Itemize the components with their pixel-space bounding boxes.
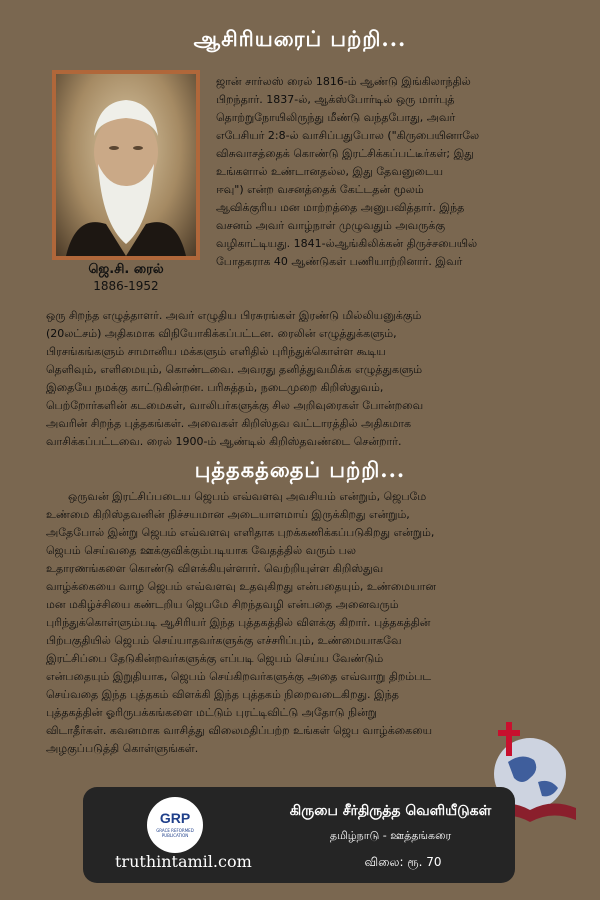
bio-line: போதகராக 40 ஆண்டுகள் பணியாற்றினார். இவர் xyxy=(216,255,463,268)
book-line: புரிந்துக்கொள்ளும்படி ஆசிரியர் இந்த புத்தகத்தில் விளக்கு கிறார். புத்தகத்தின் xyxy=(46,616,431,629)
bio-line: பிரசங்கங்களும் சாமானிய மக்களும் எளிதில் புரிந்துக்கொள்ள கூடிய xyxy=(46,345,386,358)
bio-line: வழிகாட்டியது. 1841-ல்ஆங்கிலிக்கன் திருச்சபையில் xyxy=(216,237,478,250)
bio-line: தெளிவும், எளிமையும், கொண்டவை. அவரது தனித்துவமிக்க எழுத்துகளும் xyxy=(46,363,423,376)
bio-line: உங்களால் உண்டானதல்ல, இது தேவனுடைய xyxy=(216,165,444,178)
price-label: விலை: ரூ. 70 xyxy=(364,855,442,869)
bio-line: வாசிக்கப்பட்டவை. ரைல் 1900-ம் ஆண்டில் கிறிஸ்தவண்டை சென்றார். xyxy=(46,435,402,448)
bio-line: பெற்றோர்களின் கடமைகள், வாலிபர்களுக்கு சில அறிவுரைகள் போன்றவை xyxy=(46,399,424,412)
grp-logo-icon xyxy=(147,797,203,853)
bio-line: விசுவாசத்தைக் கொண்டு இரட்சிக்கப்பட்டீர்கள்; இது xyxy=(216,147,474,160)
book-line: என்பதையும் இறுதியாக, ஜெபம் செய்கிறவர்களுக்கு அதை எவ்வாறு திறம்பட xyxy=(46,670,432,683)
bio-line: (20லட்சம்) அதிகமாக விநியோகிக்கப்பட்டன. ரைலின் எழுத்துக்களும், xyxy=(46,327,397,340)
publisher-footer xyxy=(83,787,515,883)
author-portrait-drawing xyxy=(56,74,196,256)
book-line: இரட்சிப்பை தேடுகின்றவர்களுக்கு எப்படி ஜெபம் செய்ய வேண்டும் xyxy=(46,652,384,665)
bio-line: தொற்றுநோயிலிருந்து மீண்டு வந்தபோது, அவர் xyxy=(216,111,456,124)
bio-line: ஈவு") என்ற வசனத்தைக் கேட்டதன் மூலம் xyxy=(216,183,424,196)
author-heading: ஆசிரியரைப் பற்றி... xyxy=(193,26,407,51)
bio-line: அவரின் சிறந்த புத்தகங்கள். அவைகள் கிறிஸ்தவ வட்டாரத்தில் அதிகமாக xyxy=(46,417,412,430)
author-bio-full-width xyxy=(46,307,556,451)
book-line: மன மகிழ்ச்சியை கண்டறிய ஜெபமே சிறந்தவழி என்பதை அனைவரும் xyxy=(46,598,399,611)
author-caption-name: ஜெ.சி. ரைல் xyxy=(88,262,164,277)
book-line: அதேபோல் இன்று ஜெபம் எவ்வளவு எளிதாக புறக்கணிக்கப்படுகிறது என்றும், xyxy=(46,526,435,539)
publisher-name: கிருபை சீர்திருத்த வெளியீடுகள் xyxy=(289,803,492,819)
book-line: ஜெபம் செய்வதை ஊக்குவிக்கும்படியாக வேதத்தில் வரும் பல xyxy=(46,544,357,557)
publisher-place: தமிழ்நாடு - ஊத்தங்கரை xyxy=(329,829,452,842)
logo-subtitle: GRACE REFORMED PUBLICATION xyxy=(156,828,194,838)
bio-line: ஒரு சிறந்த எழுத்தாளர். அவர் எழுதிய பிரசுரங்கள் இரண்டு மில்லியனுக்கும் xyxy=(46,309,422,322)
book-line: செய்வதை இந்த புத்தகம் விளக்கி இந்த புத்தகம் நிறைவடைகிறது. இந்த xyxy=(46,688,399,701)
author-caption-years: 1886-1952 xyxy=(93,279,159,293)
bio-line: எபேசியர் 2:8-ல் வாசிப்பதுபோல ("கிருபையினாலே xyxy=(216,129,480,142)
book-line: உதாரணங்களை கொண்டு விளக்கியுள்ளார். வெற்றியுள்ள கிறிஸ்துவ xyxy=(46,562,384,575)
book-line: அழகுப்படுத்தி கொள்ளுங்கள். xyxy=(46,742,199,755)
book-line: உண்மை கிறிஸ்தவனின் நிச்சயமான அடையாளமாய் இருக்கிறது என்றும், xyxy=(46,508,410,521)
bio-line: ஜான் சார்லஸ் ரைல் 1816-ம் ஆண்டு இங்கிலாந்தில் xyxy=(216,75,471,88)
book-line: வாழ்க்கையை வாழ ஜெபம் எவ்வளவு உதவுகிறது என்பதையும், உண்மையான xyxy=(46,580,437,593)
bio-line: இதையே நமக்கு காட்டுகின்றன. பரிசுத்தம், நடைமுறை கிறிஸ்துவம், xyxy=(46,381,384,394)
logo-mark: GRP xyxy=(159,810,191,826)
author-bio-beside-photo xyxy=(216,73,554,271)
bio-line: ஆவிக்குரிய மன மாற்றத்தை அனுபவித்தார். இந்த xyxy=(216,201,465,214)
author-portrait xyxy=(52,70,200,260)
book-heading: புத்தகத்தைப் பற்றி... xyxy=(194,457,406,482)
bio-line: பிறந்தார். 1837-ல், ஆக்ஸ்போர்டில் ஒரு மார்புத் xyxy=(216,93,455,106)
book-line: பிற்பகுதியில் ஜெபம் செய்யாதவர்களுக்கு எச்சரிப்பும், உண்மையாகவே xyxy=(46,634,402,647)
bio-line: வசனம் அவர் வாழ்நாள் முழுவதும் அவருக்கு xyxy=(216,219,446,232)
book-line: ஒருவன் இரட்சிப்படைய ஜெபம் எவ்வளவு அவசியம் என்றும், ஜெபமே xyxy=(68,490,427,503)
website-link[interactable]: truthintamil.com xyxy=(115,852,252,871)
book-line: விடாதீர்கள். கவனமாக வாசித்து விலைமதிப்பற்ற உங்கள் ஜெப வாழ்க்கையை xyxy=(46,724,433,737)
book-line: புத்தகத்தின் ஓரிருபக்கங்களை மட்டும் புரட்டிவிட்டு அதோடு நின்று xyxy=(46,706,377,719)
